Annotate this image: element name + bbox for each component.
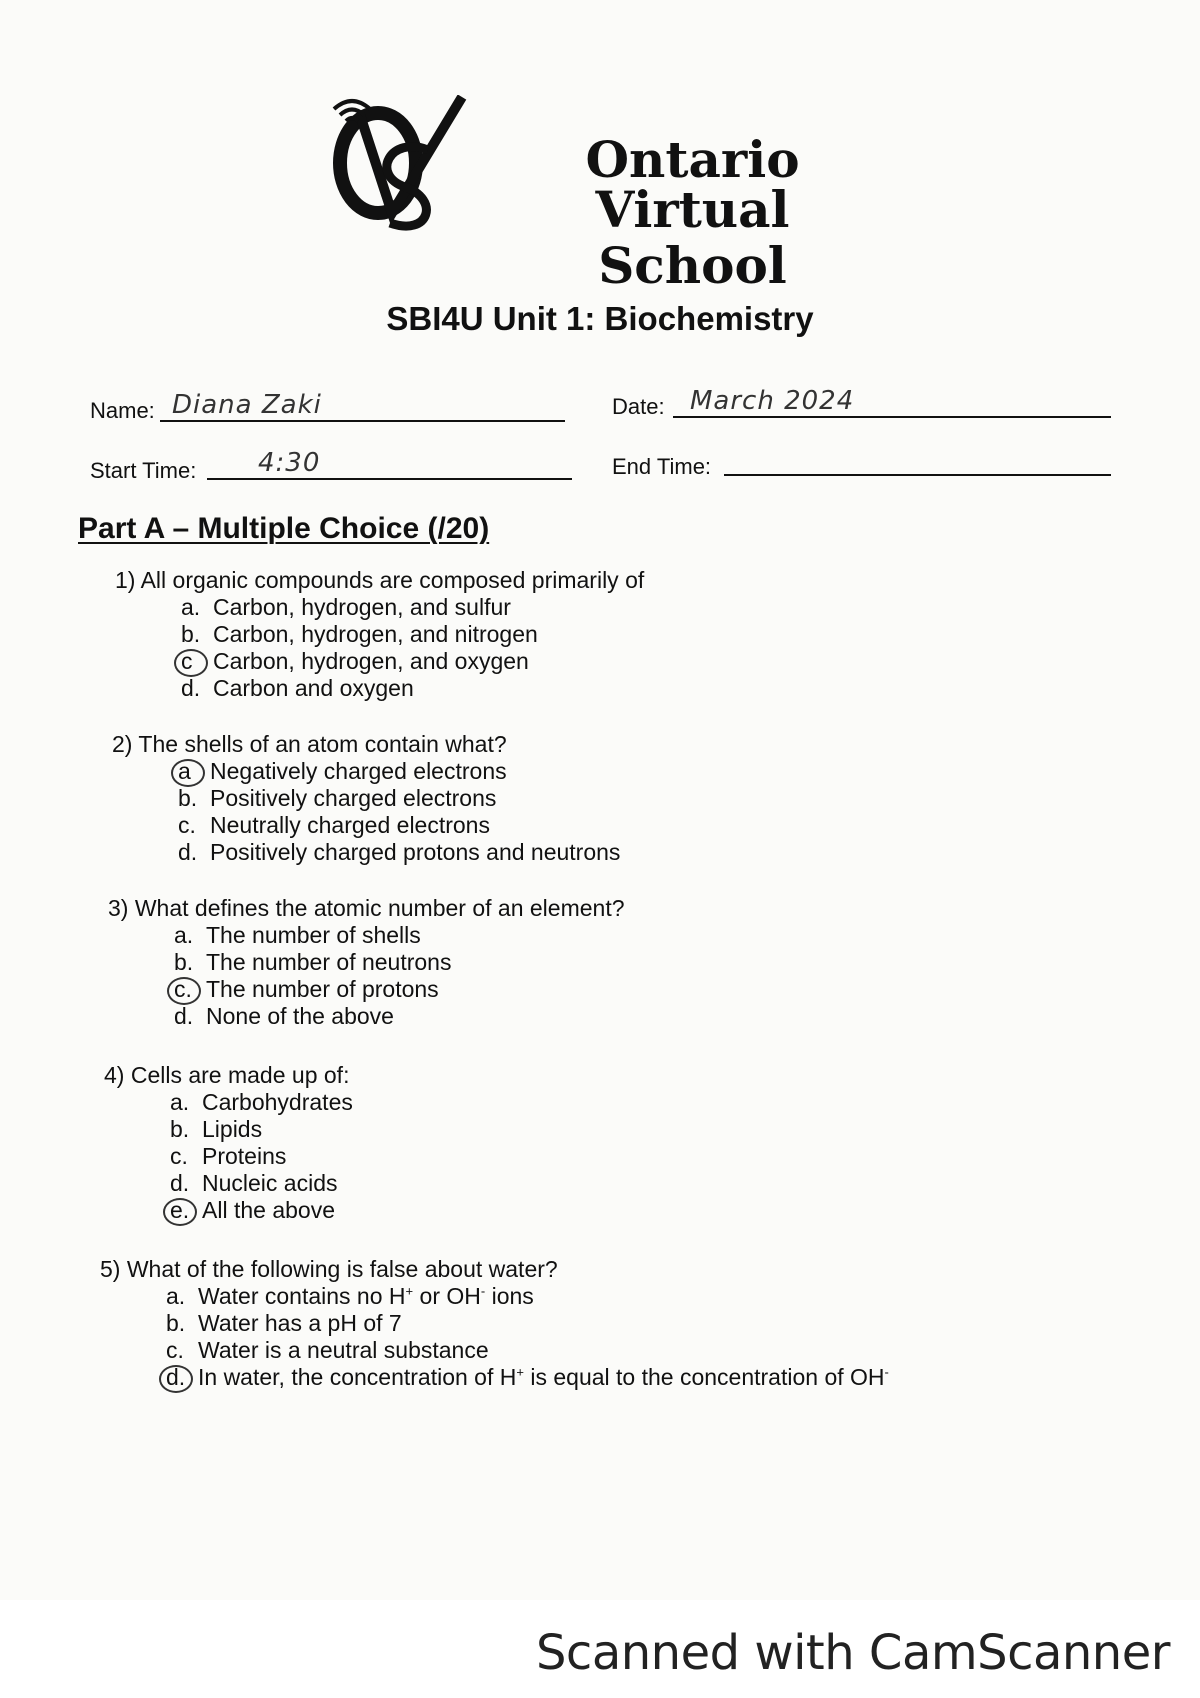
option-text: Water has a pH of 7 [198, 1310, 402, 1336]
option-text: Neutrally charged electrons [210, 812, 490, 838]
question-stem: 2) The shells of an atom contain what? [112, 731, 507, 757]
answer-circle [174, 649, 208, 677]
option-c[interactable]: c. The number of protons [174, 976, 625, 1003]
answer-circle [167, 977, 201, 1005]
option-b[interactable]: b. Water has a pH of 7 [166, 1310, 402, 1336]
option-c[interactable]: c Carbon, hydrogen, and oxygen [181, 648, 644, 675]
option-e[interactable]: e. All the above [170, 1197, 353, 1224]
question-3 [108, 895, 625, 1030]
question-stem: 4) Cells are made up of: [104, 1062, 350, 1088]
school-name-line2: School [598, 236, 787, 295]
option-text: Positively charged protons and neutrons [210, 839, 621, 865]
answer-circle [171, 759, 205, 787]
name-label: Name: [90, 398, 155, 423]
name-line [160, 420, 565, 422]
option-a[interactable]: a. Carbohydrates [170, 1089, 353, 1115]
question-4 [104, 1062, 353, 1224]
school-name-line1: Ontario Virtual [585, 130, 800, 239]
option-text: Carbon and oxygen [213, 675, 414, 701]
name-value: Diana Zaki [172, 390, 322, 420]
option-text: Carbohydrates [202, 1089, 353, 1115]
option-b[interactable]: b. Carbon, hydrogen, and nitrogen [181, 621, 538, 647]
option-b[interactable]: b. The number of neutrons [174, 949, 452, 975]
option-text: Carbon, hydrogen, and nitrogen [213, 621, 538, 647]
date-value: March 2024 [690, 386, 855, 416]
end-time-label: End Time: [612, 454, 712, 479]
document-title: SBI4U Unit 1: Biochemistry [386, 300, 814, 337]
question-stem: 3) What defines the atomic number of an element? [108, 895, 625, 921]
option-b[interactable]: b. Positively charged electrons [178, 785, 497, 811]
option-b[interactable]: b. Lipids [170, 1116, 263, 1142]
option-text: The number of protons [206, 976, 439, 1002]
option-text: Carbon, hydrogen, and sulfur [213, 594, 511, 620]
option-d[interactable]: d. In water, the concentration of H+ is equal to the concentration of OH- [166, 1364, 889, 1391]
option-text: All the above [202, 1197, 335, 1223]
option-c[interactable]: c. Neutrally charged electrons [178, 812, 490, 838]
question-5 [100, 1256, 889, 1391]
start-time-line [207, 478, 572, 480]
option-text: Lipids [202, 1116, 263, 1142]
option-d[interactable]: d. None of the above [174, 1003, 394, 1029]
option-d[interactable]: d. Nucleic acids [170, 1170, 338, 1196]
option-d[interactable]: d. Carbon and oxygen [181, 675, 414, 701]
option-c[interactable]: c. Proteins [170, 1143, 287, 1169]
option-a[interactable]: a. The number of shells [174, 922, 421, 948]
question-stem: 1) All organic compounds are composed primarily of [115, 567, 645, 593]
question-2 [112, 731, 620, 866]
option-a[interactable]: a Negatively charged electrons [178, 758, 620, 785]
school-logo [330, 95, 900, 295]
option-a[interactable]: a. Carbon, hydrogen, and sulfur [181, 594, 511, 620]
option-text: In water, the concentration of H+ is equal to the concentration of OH- [198, 1364, 889, 1390]
option-text: None of the above [206, 1003, 394, 1029]
scanner-watermark: Scanned with CamScanner [535, 1625, 1170, 1681]
option-text: The number of shells [206, 922, 421, 948]
option-text: Positively charged electrons [210, 785, 497, 811]
option-text: Water contains no H+ or OH- ions [198, 1283, 534, 1309]
date-label: Date: [612, 394, 665, 419]
part-a-heading: Part A – Multiple Choice (/20) [78, 512, 490, 545]
question-1 [115, 567, 644, 702]
option-c[interactable]: c. Water is a neutral substance [166, 1337, 489, 1363]
option-text: Negatively charged electrons [210, 758, 507, 784]
question-stem: 5) What of the following is false about water? [100, 1256, 558, 1282]
option-text: Water is a neutral substance [198, 1337, 489, 1363]
option-text: Proteins [202, 1143, 287, 1169]
option-a[interactable]: a. Water contains no H+ or OH- ions [166, 1283, 534, 1309]
answer-circle [159, 1365, 193, 1393]
date-line [673, 416, 1111, 418]
start-time-label: Start Time: [90, 458, 197, 483]
answer-circle [163, 1198, 197, 1226]
option-d[interactable]: d. Positively charged protons and neutrons [178, 839, 621, 865]
wifi-icon [330, 95, 374, 129]
option-text: The number of neutrons [206, 949, 452, 975]
end-time-line [724, 474, 1111, 476]
start-time-value: 4:30 [258, 448, 321, 478]
option-text: Nucleic acids [202, 1170, 338, 1196]
school-name [490, 130, 895, 295]
option-text: Carbon, hydrogen, and oxygen [213, 648, 529, 674]
